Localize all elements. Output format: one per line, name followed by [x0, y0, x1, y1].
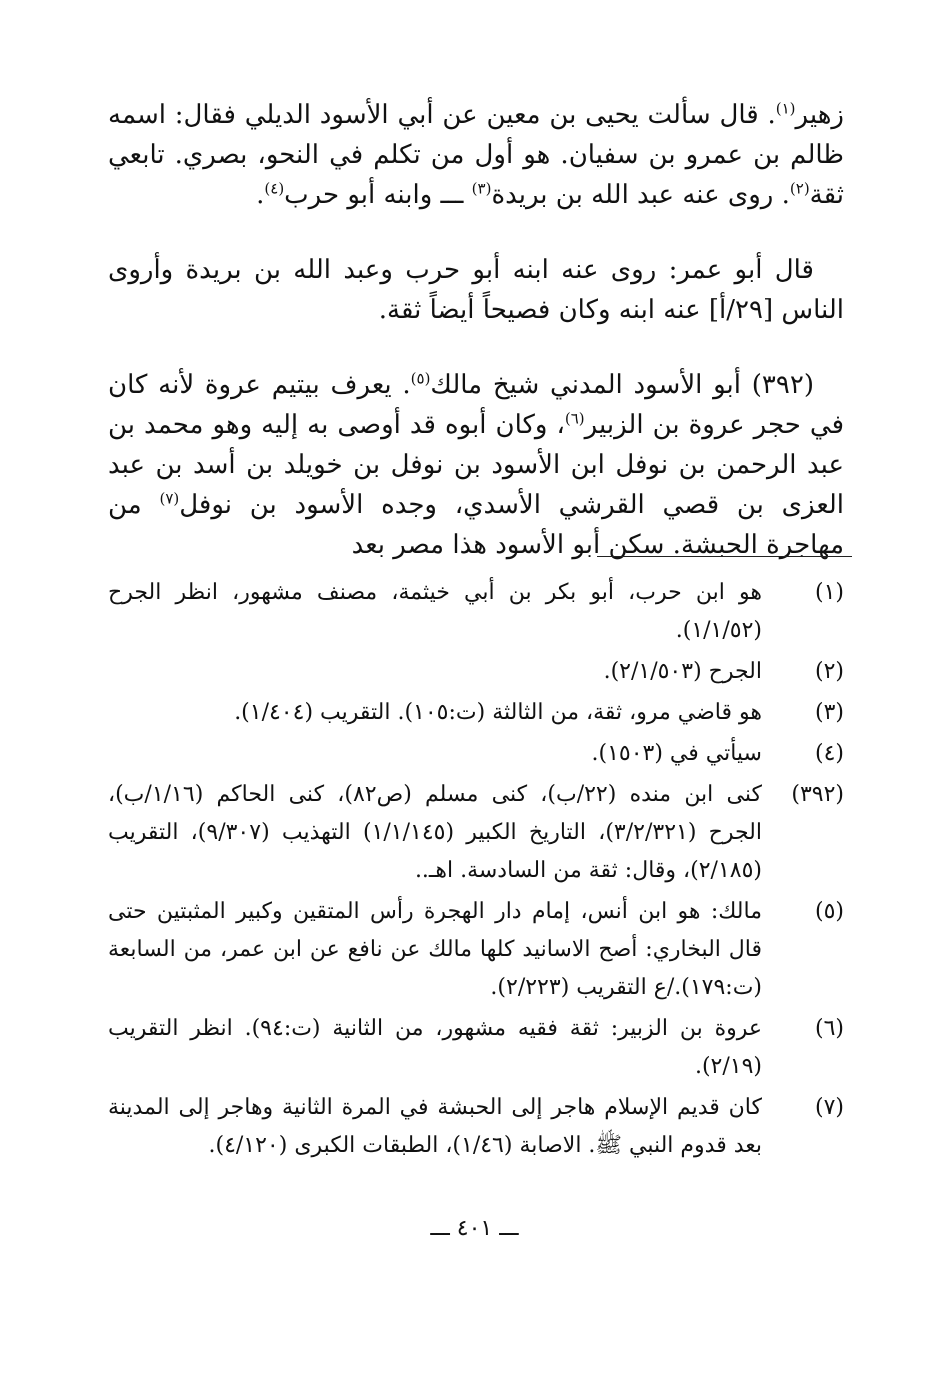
- p3-text-a: (٣٩٢) أبو الأسود المدني شيخ مالك: [430, 370, 814, 400]
- footnote-ref-7: (٧): [159, 489, 180, 508]
- footnote-text: سيأتي في (١٥٠٣).: [591, 741, 762, 766]
- footnote-separator: [597, 556, 852, 557]
- footnote-item: [108, 694, 852, 732]
- p1-text-d: ـــ وابنه أبو حرب: [284, 180, 472, 210]
- paragraph-2: [108, 250, 844, 330]
- footnote-item: [108, 1010, 852, 1086]
- footnote-item: [108, 653, 852, 691]
- footnote-item: [108, 893, 852, 1007]
- footnote-number: (٥): [814, 899, 844, 924]
- footnote-item: [108, 1089, 852, 1165]
- p2-text: قال أبو عمر: روى عنه ابنه أبو حرب وعبد الله بن بريدة وأروى الناس [٢٩/أ] عنه ابنه وكان فصيحاً أيضاً ثقة.: [108, 255, 844, 325]
- footnote-text: عروة بن الزبير: ثقة فقيه مشهور، من الثانية (ت:٩٤). انظر التقريب (٢/١٩).: [108, 1016, 762, 1079]
- p1-text-a: زهير: [795, 100, 844, 130]
- footnotes: [108, 574, 852, 1168]
- footnote-ref-3: (٣): [471, 179, 492, 198]
- p1-text-c: . روى عنه عبد الله بن بريدة: [491, 180, 790, 210]
- footnote-number: (٧): [814, 1095, 844, 1120]
- footnote-ref-6: (٦): [564, 409, 585, 428]
- footnote-ref-2: (٢): [789, 179, 810, 198]
- footnote-ref-4: (٤): [264, 179, 285, 198]
- paragraph-3: [108, 365, 844, 565]
- footnote-text: هو قاضي مرو، ثقة، من الثالثة (ت:١٠٥). التقريب (١/٤٠٤).: [234, 700, 762, 725]
- p3-text-c: ، وكان أبوه قد أوصى به إليه وهو محمد بن عبد الرحمن بن نوفل ابن الأسود بن نوفل بن خويلد بن أسد بن عبد العزى بن قصي القرشي الأسدي، وجده الأسود بن نوفل: [108, 410, 845, 520]
- footnote-item: [108, 574, 852, 650]
- footnote-number: (٤): [814, 741, 844, 766]
- footnote-item: [108, 735, 852, 773]
- footnote-ref-5: (٥): [410, 369, 431, 388]
- footnote-number: (٦): [814, 1016, 844, 1041]
- footnote-ref-1: (١): [775, 99, 796, 118]
- footnote-item: [108, 776, 852, 890]
- footnote-text: هو ابن حرب، أبو بكر بن أبي خيثمة، مصنف مشهور، انظر الجرح (١/١/٥٢).: [108, 580, 762, 643]
- footnote-number: (٣٩٢): [791, 782, 844, 807]
- p1-text-b: . قال سألت يحيى بن معين عن أبي الأسود الديلي فقال: اسمه ظالم بن عمرو بن سفيان. هو أول من تكلم في النحو، بصري. تابعي ثقة: [108, 100, 844, 210]
- footnote-text: كان قديم الإسلام هاجر إلى الحبشة في المرة الثانية وهاجر إلى المدينة بعد قدوم النبي ﷺ. الاصابة (١/٤٦)، الطبقات الكبرى (٤/١٢٠).: [108, 1095, 762, 1158]
- p3-text-d: من مهاجرة الحبشة. سكن أبو الأسود هذا مصر بعد: [108, 490, 844, 560]
- footnote-number: (٣): [814, 700, 844, 725]
- page-number: ـــ ٤٠١ ـــ: [430, 1216, 519, 1241]
- p3-text-b: . يعرف بيتيم عروة لأنه كان في حجر عروة بن الزبير: [108, 370, 845, 440]
- footnote-text: الجرح (٢/١/٥٠٣).: [603, 659, 762, 684]
- footnote-number: (٢): [814, 659, 844, 684]
- paragraph-1: [108, 95, 844, 215]
- p1-text-e: .: [256, 180, 265, 210]
- footnote-number: (١): [814, 580, 844, 605]
- footnote-text: مالك: هو ابن أنس، إمام دار الهجرة رأس المتقين وكبير المثبتين حتى قال البخاري: أصح الاسانيد كلها مالك عن نافع عن ابن عمر، من السابعة (ت:١٧٩)./ع التقريب (٢/٢٢٣).: [108, 899, 762, 1000]
- footnote-text: كنى ابن منده (٢٢/ب)، كنى مسلم (ص٨٢)، كنى الحاكم (١/١٦/ب)، الجرح (٣/٢/٣٢١)، التاريخ الكبير (١/١/١٤٥) التهذيب (٩/٣٠٧)، التقريب (٢/١٨٥)، وقال: ثقة من السادسة. اهـ..: [108, 782, 762, 883]
